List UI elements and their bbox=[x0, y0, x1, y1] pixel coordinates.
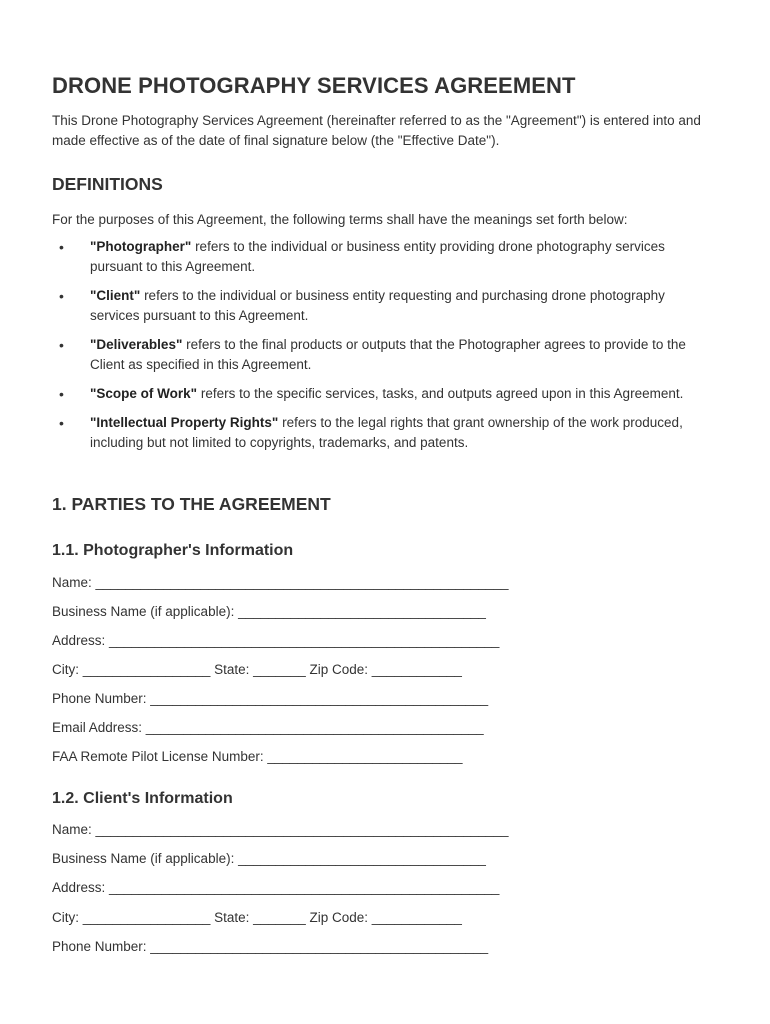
photographer-address-field[interactable]: Address: ____________________________________________________ bbox=[52, 633, 500, 648]
photographer-info-heading: 1.1. Photographer's Information bbox=[52, 542, 294, 559]
definition-term: "Client" bbox=[90, 288, 141, 303]
definition-item-scope-of-work bbox=[52, 384, 702, 404]
definition-item-client bbox=[52, 286, 702, 326]
client-info-heading: 1.2. Client's Information bbox=[52, 790, 233, 807]
bullet-icon: • bbox=[59, 288, 64, 304]
bullet-icon: • bbox=[59, 386, 64, 402]
definition-text: refers to the specific services, tasks, and outputs agreed upon in this Agreement. bbox=[197, 386, 684, 401]
definition-text: refers to the individual or business entity providing drone photography services pursuant to this Agreement. bbox=[90, 239, 665, 274]
bullet-icon: • bbox=[59, 415, 64, 431]
photographer-business-name-field[interactable]: Business Name (if applicable): _________________________________ bbox=[52, 604, 486, 619]
photographer-name-field[interactable]: Name: _______________________________________________________ bbox=[52, 575, 509, 590]
definition-text: refers to the legal rights that grant ownership of the work produced, including but not limited to copyrights, trademarks, and patents. bbox=[90, 415, 683, 450]
bullet-icon: • bbox=[59, 337, 64, 353]
definitions-heading: DEFINITIONS bbox=[52, 174, 163, 194]
client-phone-field[interactable]: Phone Number: _____________________________________________ bbox=[52, 939, 489, 954]
document-title: DRONE PHOTOGRAPHY SERVICES AGREEMENT bbox=[52, 73, 576, 98]
definition-text: refers to the individual or business entity requesting and purchasing drone photography services pursuant to this Agreement. bbox=[90, 288, 665, 323]
definitions-lead: For the purposes of this Agreement, the following terms shall have the meanings set forth below: bbox=[52, 212, 628, 227]
photographer-phone-field[interactable]: Phone Number: _____________________________________________ bbox=[52, 691, 489, 706]
photographer-email-field[interactable]: Email Address: _____________________________________________ bbox=[52, 720, 484, 735]
definition-term: "Scope of Work" bbox=[90, 386, 198, 401]
photographer-faa-license-field[interactable]: FAA Remote Pilot License Number: __________________________ bbox=[52, 749, 463, 764]
definition-item-deliverables bbox=[52, 335, 702, 375]
section-1-heading: 1. PARTIES TO THE AGREEMENT bbox=[52, 494, 331, 514]
client-address-field[interactable]: Address: ____________________________________________________ bbox=[52, 880, 500, 895]
definition-term: "Photographer" bbox=[90, 239, 192, 254]
definition-item-photographer bbox=[52, 237, 702, 277]
photographer-city-state-zip-field[interactable]: City: _________________ State: _______ Zip Code: ____________ bbox=[52, 662, 462, 677]
definition-term: "Intellectual Property Rights" bbox=[90, 415, 279, 430]
definition-term: "Deliverables" bbox=[90, 337, 183, 352]
client-name-field[interactable]: Name: _______________________________________________________ bbox=[52, 822, 509, 837]
definition-text: refers to the final products or outputs that the Photographer agrees to provide to the Client as specified in this Agreement. bbox=[90, 337, 686, 372]
client-business-name-field[interactable]: Business Name (if applicable): _________________________________ bbox=[52, 851, 486, 866]
client-city-state-zip-field[interactable]: City: _________________ State: _______ Zip Code: ____________ bbox=[52, 910, 462, 925]
intro-paragraph: This Drone Photography Services Agreement (hereinafter referred to as the "Agreement") is entered into and made effective as of the date of final signature below (the "Effective Date"). bbox=[52, 113, 701, 148]
definition-item-intellectual-property bbox=[52, 413, 702, 453]
bullet-icon: • bbox=[59, 239, 64, 255]
definitions-list bbox=[52, 237, 702, 462]
